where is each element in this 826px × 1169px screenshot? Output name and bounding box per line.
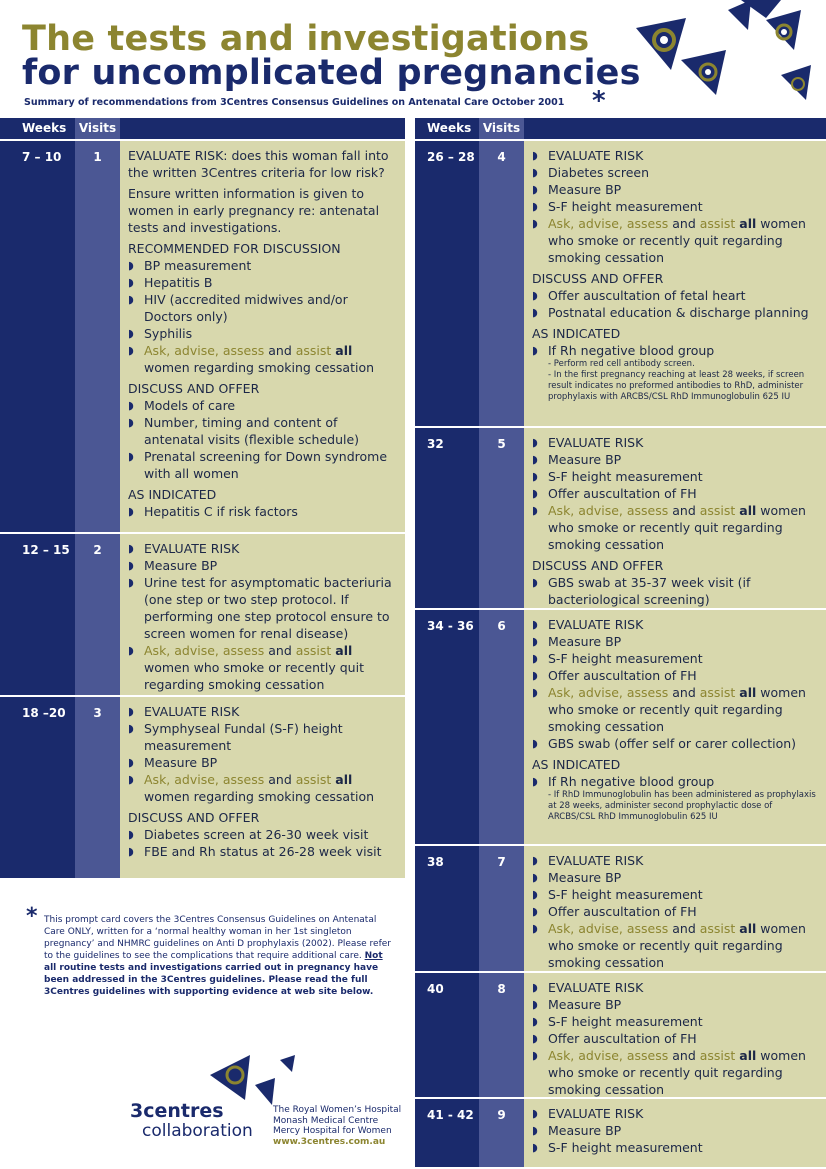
table-row (415, 844, 826, 971)
bullet-icon: ◗ (128, 416, 134, 429)
bullet-icon: ◗ (532, 888, 538, 901)
visit-cell: 2 (75, 534, 120, 695)
list-item: ◗ Offer auscultation of FH (532, 668, 697, 683)
asterisk-icon: * (592, 86, 606, 116)
bullet-icon: ◗ (532, 183, 538, 196)
list-item: ◗ Measure BP (532, 1123, 622, 1138)
table-header (415, 118, 826, 139)
content-cell (524, 141, 826, 426)
visit-cell: 7 (479, 846, 524, 971)
note-text: - If RhD Immunoglobulin has been administered as prophylaxis at 28 weeks, administer second prophylactic dose of ARCBS/CSL RhD Immunoglobulin 625 IU (548, 790, 816, 822)
bullet-icon: ◗ (532, 149, 538, 162)
bullet-icon: ◗ (128, 722, 134, 735)
list-item: ◗ Prenatal screening for Down syndrome with all women (128, 449, 388, 481)
title-line-2: for uncomplicated pregnancies (22, 53, 641, 93)
list-item: ◗ Measure BP (128, 755, 218, 770)
list-item: ◗ If Rh negative blood group (532, 343, 715, 358)
weeks-cell: 32 (415, 428, 479, 608)
bullet-icon: ◗ (532, 1107, 538, 1120)
bullet-icon: ◗ (532, 487, 538, 500)
section-heading: AS INDICATED (532, 757, 621, 772)
bullet-icon: ◗ (532, 652, 538, 665)
list-item: ◗ Measure BP (532, 452, 622, 467)
bullet-icon: ◗ (532, 470, 538, 483)
bullet-icon: ◗ (128, 542, 134, 555)
list-item: ◗ Ask, advise, assess and assist all women regarding smoking cessation (128, 343, 375, 375)
list-item: ◗ EVALUATE RISK (128, 704, 240, 719)
decorative-triangles-icon (616, 0, 826, 115)
visits-header: Visits (75, 118, 120, 139)
section-heading: AS INDICATED (128, 487, 217, 502)
bullet-icon: ◗ (128, 505, 134, 518)
bullet-icon: ◗ (532, 1124, 538, 1137)
bullet-icon: ◗ (532, 905, 538, 918)
list-item: ◗ HIV (accredited midwives and/or Doctors only) (128, 292, 348, 324)
table-row (415, 139, 826, 426)
table-row (0, 695, 405, 878)
table-row (415, 971, 826, 1097)
bullet-icon: ◗ (128, 399, 134, 412)
content-cell (120, 534, 405, 695)
list-item: ◗ S-F height measurement (532, 1140, 703, 1155)
bullet-icon: ◗ (532, 217, 538, 230)
visit-cell: 9 (479, 1099, 524, 1167)
bullet-icon: ◗ (128, 344, 134, 357)
visits-header: Visits (479, 118, 524, 139)
left-table (0, 118, 405, 878)
bullet-icon: ◗ (532, 344, 538, 357)
bullet-icon: ◗ (532, 504, 538, 517)
bullet-icon: ◗ (128, 293, 134, 306)
bullet-icon: ◗ (532, 981, 538, 994)
bullet-icon: ◗ (532, 922, 538, 935)
list-item: ◗ Diabetes screen (532, 165, 650, 180)
bullet-icon: ◗ (532, 737, 538, 750)
bullet-icon: ◗ (532, 289, 538, 302)
bullet-icon: ◗ (532, 686, 538, 699)
content-cell (120, 697, 405, 878)
bullet-icon: ◗ (532, 618, 538, 631)
bullet-icon: ◗ (532, 453, 538, 466)
bullet-icon: ◗ (128, 828, 134, 841)
table-header (0, 118, 405, 139)
bullet-icon: ◗ (128, 845, 134, 858)
list-item: ◗ Offer auscultation of fetal heart (532, 288, 746, 303)
table-row (415, 1097, 826, 1167)
bullet-icon: ◗ (532, 576, 538, 589)
visit-cell: 8 (479, 973, 524, 1097)
bullet-icon: ◗ (532, 166, 538, 179)
list-item: ◗ Number, timing and content of antenatal visits (flexible schedule) (128, 415, 360, 447)
list-item: ◗ GBS swab (offer self or carer collection) (532, 736, 797, 751)
list-item: ◗ GBS swab at 35-37 week visit (if bacteriological screening) (532, 575, 751, 607)
list-item: ◗ Offer auscultation of FH (532, 904, 697, 919)
content-cell (524, 973, 826, 1097)
list-item: ◗ S-F height measurement (532, 1014, 703, 1029)
weeks-cell: 40 (415, 973, 479, 1097)
bullet-icon: ◗ (532, 998, 538, 1011)
section-heading: DISCUSS AND OFFER (128, 810, 260, 825)
list-item: ◗ Models of care (128, 398, 236, 413)
table-row (0, 139, 405, 532)
weeks-cell: 18 –20 (0, 697, 75, 878)
list-item: ◗ Ask, advise, assess and assist all women who smoke or recently quit regarding smoking cessation (532, 685, 806, 734)
asterisk-icon: * (26, 904, 38, 929)
section-heading: DISCUSS AND OFFER (532, 271, 664, 286)
logo-name: 3centres (130, 1100, 224, 1122)
list-item: ◗ Ask, advise, assess and assist all women regarding smoking cessation (128, 772, 375, 804)
list-item: ◗ Ask, advise, assess and assist all women who smoke or recently quit regarding smoking cessation (128, 643, 364, 692)
bullet-icon: ◗ (532, 200, 538, 213)
bullet-icon: ◗ (532, 775, 538, 788)
list-item: ◗ S-F height measurement (532, 887, 703, 902)
list-item: ◗ EVALUATE RISK (532, 853, 644, 868)
list-item: ◗ If Rh negative blood group (532, 774, 715, 789)
bullet-icon: ◗ (128, 576, 134, 589)
section-heading: DISCUSS AND OFFER (128, 381, 260, 396)
weeks-header: Weeks (22, 121, 67, 135)
bullet-icon: ◗ (128, 559, 134, 572)
list-item: ◗ Measure BP (128, 558, 218, 573)
visit-cell: 3 (75, 697, 120, 878)
list-item: ◗ Measure BP (532, 997, 622, 1012)
bullet-icon: ◗ (532, 306, 538, 319)
bullet-icon: ◗ (532, 1049, 538, 1062)
bullet-icon: ◗ (532, 1141, 538, 1154)
list-item: ◗ Measure BP (532, 870, 622, 885)
list-item: ◗ EVALUATE RISK (532, 980, 644, 995)
section-heading: DISCUSS AND OFFER (532, 558, 664, 573)
list-item: ◗ S-F height measurement (532, 199, 703, 214)
title-line-1: The tests and investigations (22, 19, 590, 59)
list-item: ◗ FBE and Rh status at 26-28 week visit (128, 844, 382, 859)
bullet-icon: ◗ (532, 1015, 538, 1028)
weeks-cell: 12 – 15 (0, 534, 75, 695)
visit-cell: 4 (479, 141, 524, 426)
weeks-cell: 34 - 36 (415, 610, 479, 844)
list-item: ◗ Offer auscultation of FH (532, 1031, 697, 1046)
content-cell (524, 428, 826, 608)
list-item: ◗ EVALUATE RISK (532, 1106, 644, 1121)
list-item: ◗ S-F height measurement (532, 651, 703, 666)
bullet-icon: ◗ (128, 705, 134, 718)
visit-cell: 1 (75, 141, 120, 532)
subtitle: Summary of recommendations from 3Centres Consensus Guidelines on Antenatal Care October 2001 (24, 97, 565, 108)
list-item: ◗ Symphyseal Fundal (S-F) height measurement (128, 721, 343, 753)
content-cell (524, 610, 826, 844)
list-item: ◗ Postnatal education & discharge planning (532, 305, 809, 320)
weeks-cell: 38 (415, 846, 479, 971)
list-item: ◗ Hepatitis B (128, 275, 213, 290)
bullet-icon: ◗ (128, 259, 134, 272)
list-item: ◗ Measure BP (532, 182, 622, 197)
bullet-icon: ◗ (128, 450, 134, 463)
note-text: - Perform red cell antibody screen. (548, 359, 695, 369)
website-link[interactable]: www.3centres.com.au (273, 1136, 386, 1147)
list-item: ◗ EVALUATE RISK (128, 541, 240, 556)
list-item: ◗ EVALUATE RISK (532, 435, 644, 450)
footnote: * This prompt card covers the 3Centres Consensus Guidelines on Antenatal Care ONLY, written for a ‘normal healthy woman in her 1st singleton pregnancy’ and NHMRC guidelines on Anti D prophylaxis (2002). Please refer to the guidelines to see the complications that require additional care. Not all routine tests and investigations carried out in pregnancy have been addressed in the 3Centres guidelines. Please read the full 3Centres guidelines with supporting evidence at web site below. (26, 904, 391, 997)
bullet-icon: ◗ (532, 635, 538, 648)
bullet-icon: ◗ (128, 327, 134, 340)
list-item: ◗ Hepatitis C if risk factors (128, 504, 298, 519)
list-item: ◗ Urine test for asymptomatic bacteriuria (one step or two step protocol. If performing one step protocol ensure to screen women for renal disease) (128, 575, 392, 641)
list-item: ◗ Ask, advise, assess and assist all women who smoke or recently quit regarding smoking cessation (532, 216, 806, 265)
visit-cell: 6 (479, 610, 524, 844)
list-item: ◗ S-F height measurement (532, 469, 703, 484)
logo-subname: collaboration (142, 1121, 253, 1141)
weeks-cell: 26 – 28 (415, 141, 479, 426)
bullet-icon: ◗ (128, 276, 134, 289)
bullet-icon: ◗ (532, 669, 538, 682)
page-title (22, 19, 641, 93)
weeks-cell: 41 - 42 (415, 1099, 479, 1167)
weeks-cell: 7 – 10 (0, 141, 75, 532)
table-row (415, 608, 826, 844)
list-item: ◗ Ask, advise, assess and assist all women who smoke or recently quit regarding smoking cessation (532, 921, 806, 970)
bullet-icon: ◗ (128, 773, 134, 786)
list-item: ◗ Syphilis (128, 326, 193, 341)
right-table (415, 118, 826, 1167)
list-item: ◗ Diabetes screen at 26-30 week visit (128, 827, 369, 842)
section-heading: RECOMMENDED FOR DISCUSSION (128, 241, 341, 256)
bullet-icon: ◗ (532, 436, 538, 449)
info-text: Ensure written information is given to women in early pregnancy re: antenatal tests and investigations. (128, 186, 380, 235)
content-cell (120, 141, 405, 532)
list-item: ◗ EVALUATE RISK (532, 617, 644, 632)
bullet-icon: ◗ (128, 644, 134, 657)
bullet-icon: ◗ (128, 756, 134, 769)
weeks-header: Weeks (427, 121, 472, 135)
section-heading: AS INDICATED (532, 326, 621, 341)
table-row (415, 426, 826, 608)
content-cell (524, 1099, 826, 1167)
evaluate-risk-text: EVALUATE RISK: does this woman fall into the written 3Centres criteria for low risk? (128, 148, 389, 180)
bullet-icon: ◗ (532, 854, 538, 867)
bullet-icon: ◗ (532, 871, 538, 884)
list-item: ◗ Measure BP (532, 634, 622, 649)
list-item: ◗ Offer auscultation of FH (532, 486, 697, 501)
note-text: - In the first pregnancy reaching at least 28 weeks, if screen result indicates no preformed antibodies to RhD, administer prophylaxis with ARCBS/CSL RhD Immunoglobulin 625 IU (548, 370, 805, 402)
table-row (0, 532, 405, 695)
list-item: ◗ Ask, advise, assess and assist all women who smoke or recently quit regarding smoking cessation (532, 1048, 806, 1097)
list-item: ◗ EVALUATE RISK (532, 148, 644, 163)
content-cell (524, 846, 826, 971)
visit-cell: 5 (479, 428, 524, 608)
bullet-icon: ◗ (532, 1032, 538, 1045)
list-item: ◗ Ask, advise, assess and assist all women who smoke or recently quit regarding smoking cessation (532, 503, 806, 552)
organisations: The Royal Women’s Hospital Monash Medical Centre Mercy Hospital for Women www.3centres.com.au (273, 1105, 402, 1147)
list-item: ◗ BP measurement (128, 258, 252, 273)
